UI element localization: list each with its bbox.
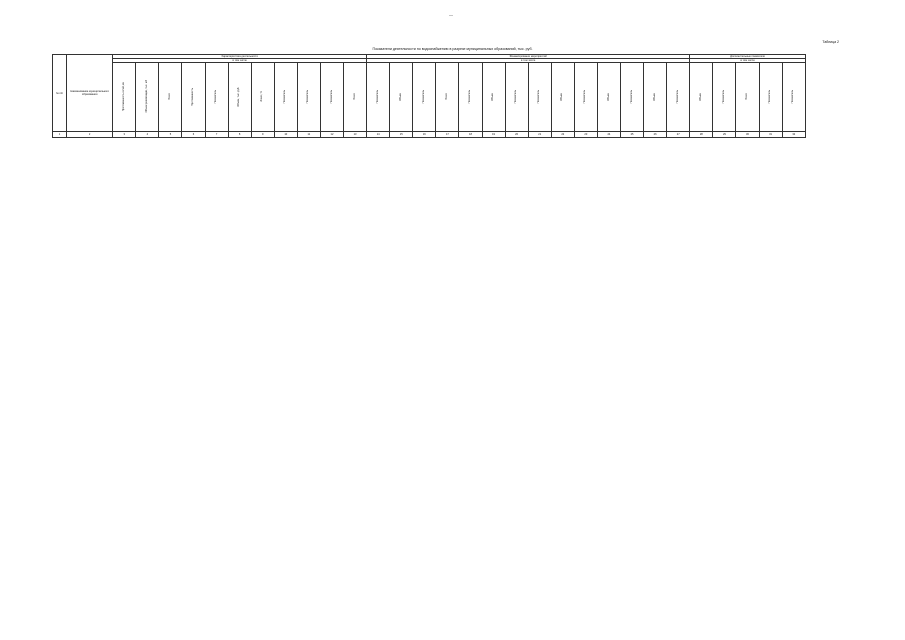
group-a-sub: в том числе [113, 59, 367, 63]
vertical-header-cell [574, 63, 597, 132]
vertical-header-cell [390, 63, 413, 132]
group-b-header: Финансирование мероприятий [367, 55, 690, 59]
column-number: 3 [113, 132, 136, 138]
vertical-header-label: Показатель [537, 89, 541, 104]
vertical-header-label: Показатель [721, 89, 725, 104]
column-number: 21 [528, 132, 551, 138]
vertical-header-cell [690, 63, 713, 132]
vertical-header-label: Показатель [375, 89, 379, 104]
vertical-header-cell [113, 63, 136, 132]
column-number: 13 [344, 132, 367, 138]
vertical-header-cell [274, 63, 297, 132]
column-number: 4 [136, 132, 159, 138]
vertical-header-label: Объем [398, 92, 402, 101]
data-table-sheet [52, 54, 806, 566]
col-name-header: Наименование муниципального образования [67, 55, 113, 132]
group-c-sub: в том числе [690, 59, 806, 63]
vertical-header-cell [759, 63, 782, 132]
group-c-header: Дополнительные показатели [690, 55, 806, 59]
vertical-header-label: Объем реализации, тыс. м3 [144, 80, 148, 113]
vertical-header-cell [182, 63, 205, 132]
vertical-header-cell [320, 63, 343, 132]
column-number: 17 [436, 132, 459, 138]
vertical-header-label: Показатель [214, 89, 218, 104]
vertical-header-cell [228, 63, 251, 132]
page-number: — [449, 12, 453, 17]
column-number: 12 [320, 132, 343, 138]
vertical-header-cell [482, 63, 505, 132]
column-number: 29 [713, 132, 736, 138]
vertical-header-label: Показатель [421, 89, 425, 104]
vertical-header-cell [551, 63, 574, 132]
column-number: 6 [182, 132, 205, 138]
vertical-header-label: Показатель [583, 89, 587, 104]
vertical-header-label: Показатель [791, 89, 795, 104]
document-title: Показатели деятельности по водоснабжению в разрезе муниципальных образований, тыс. руб. [372, 47, 533, 51]
vertical-header-cell [644, 63, 667, 132]
column-number: 1 [53, 132, 67, 138]
vertical-header-cell [505, 63, 528, 132]
vertical-header-label: Показатель [329, 89, 333, 104]
column-number: 5 [159, 132, 182, 138]
column-number: 23 [574, 132, 597, 138]
column-number: 14 [367, 132, 390, 138]
data-table [52, 54, 806, 138]
appendix-label: Таблица 2 [822, 40, 839, 44]
vertical-header-label: Показатель [514, 89, 518, 104]
group-b-sub: в том числе [367, 59, 690, 63]
vertical-header-cell [205, 63, 228, 132]
vertical-header-label: Всего [444, 93, 448, 100]
vertical-header-cell [436, 63, 459, 132]
vertical-header-label: Показатель [306, 89, 310, 104]
column-number: 24 [597, 132, 620, 138]
vertical-header-label: Показатель [468, 89, 472, 104]
vertical-header-label: Показатель [768, 89, 772, 104]
column-number: 25 [620, 132, 643, 138]
vertical-header-cell [736, 63, 759, 132]
vertical-header-cell [459, 63, 482, 132]
vertical-header-cell [528, 63, 551, 132]
vertical-header-label: Объем [652, 92, 656, 101]
vertical-header-cell [159, 63, 182, 132]
column-number: 11 [297, 132, 320, 138]
vertical-header-label: Показатель [283, 89, 287, 104]
vertical-header-cell [367, 63, 390, 132]
column-number: 19 [482, 132, 505, 138]
column-number: 20 [505, 132, 528, 138]
column-number: 30 [736, 132, 759, 138]
column-number: 16 [413, 132, 436, 138]
vertical-header-label: Всего [745, 93, 749, 100]
vertical-header-cell [136, 63, 159, 132]
column-number: 27 [667, 132, 690, 138]
vertical-header-cell [344, 63, 367, 132]
column-number: 31 [759, 132, 782, 138]
group-a-header: Характеристика деятельности [113, 55, 367, 59]
vertical-header-label: Показатель [675, 89, 679, 104]
vertical-header-cell [251, 63, 274, 132]
column-number: 2 [67, 132, 113, 138]
vertical-header-label: Показатель [629, 89, 633, 104]
column-number: 18 [459, 132, 482, 138]
column-number: 7 [205, 132, 228, 138]
vertical-header-label: Всего [168, 93, 172, 100]
column-number: 26 [644, 132, 667, 138]
vertical-header-label: Износ, % [260, 91, 264, 102]
column-number: 22 [551, 132, 574, 138]
vertical-header-cell [667, 63, 690, 132]
vertical-header-cell [297, 63, 320, 132]
vertical-header-label: Объем [491, 92, 495, 101]
vertical-header-label: Протяженность сетей, км [121, 81, 125, 112]
vertical-header-cell [620, 63, 643, 132]
vertical-header-label: Объем [606, 92, 610, 101]
column-number: 10 [274, 132, 297, 138]
vertical-header-cell [597, 63, 620, 132]
vertical-header-label: Объем, тыс. руб. [237, 86, 241, 107]
vertical-header-cell [413, 63, 436, 132]
vertical-header-label: Всего [352, 93, 356, 100]
column-number: 15 [390, 132, 413, 138]
vertical-header-cell [782, 63, 805, 132]
col-num-header: № п/п [53, 55, 67, 132]
vertical-header-cell [713, 63, 736, 132]
vertical-header-label: Объем [698, 92, 702, 101]
vertical-header-label: Объем [560, 92, 564, 101]
column-number: 8 [228, 132, 251, 138]
column-number: 28 [690, 132, 713, 138]
column-number: 9 [251, 132, 274, 138]
column-number: 32 [782, 132, 805, 138]
vertical-header-label: Протяженность [191, 87, 195, 106]
